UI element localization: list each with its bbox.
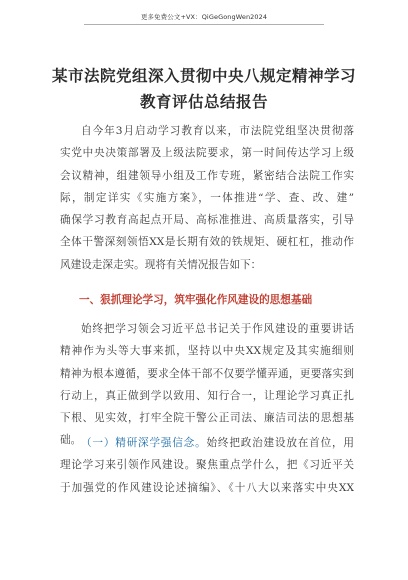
section-1-line: 下根、见实效，打牢全院干警公正司法、廉洁司法的思想基 [60,412,354,425]
section-1-line: 行动上，真正做到学以致用、知行合一，让理论学习真正扎 [60,389,354,402]
subsection-1-line: 始终把政治建设放在首位，用 [206,437,355,449]
intro-line: 自今年3月启动学习教育以来，市法院党组坚决贯彻落 [81,125,354,137]
subsection-1-first-line [60,432,354,454]
intro-line: 际，制定详实《实施方案》，一体推进“学、查、改、建” [60,191,354,204]
intro-line: 实党中央决策部署及上级法院要求，第一时间传达学习上级 [60,147,354,160]
document-title-line-2: 教育评估总结报告 [139,93,268,111]
section-1-line: 精神作为头等大事来抓，坚持以中央XX规定及其实施细则 [60,345,354,358]
intro-line: 风建设走深走实。现将有关情况报告如下： [60,258,262,271]
section-1-line: 础。 [60,434,82,447]
section-1-line: 精神为根本遵循，要求全体干部不仅要学懂弄通，更要落实到 [60,367,354,380]
intro-paragraph [60,120,354,276]
subsection-1-paragraph [60,432,354,499]
intro-line: 全体干警深刻领悟XX是长期有效的铁规矩、硬杠杠，推动作 [60,236,354,249]
section-1-line: 始终把学习领会习近平总书记关于作风建设的重要讲话 [81,323,354,335]
subsection-1-label: （一）精研深学强信念。 [81,437,207,449]
subsection-1-line: 于加强党的作风建设论述摘编》、《十八大以来落实中央XX [60,481,354,494]
header-rule [84,24,324,25]
subsection-1-line: 理论学习来引领作风建设。聚焦重点学什么，把《习近平关 [60,459,354,472]
intro-line: 确保学习教育高起点开局、高标准推进、高质量落实，引导 [60,214,354,227]
intro-line: 会议精神，组建领导小组及工作专班，紧密结合法院工作实 [60,169,354,182]
watermark-text: 更多免费公文+VX：QiGeGongWen2024 [140,13,268,21]
section-heading-1: 一、狠抓理论学习，筑牢强化作风建设的思想基础 [79,294,313,306]
document-title-line-1: 某市法院党组深入贯彻中央八规定精神学习 [51,67,356,85]
